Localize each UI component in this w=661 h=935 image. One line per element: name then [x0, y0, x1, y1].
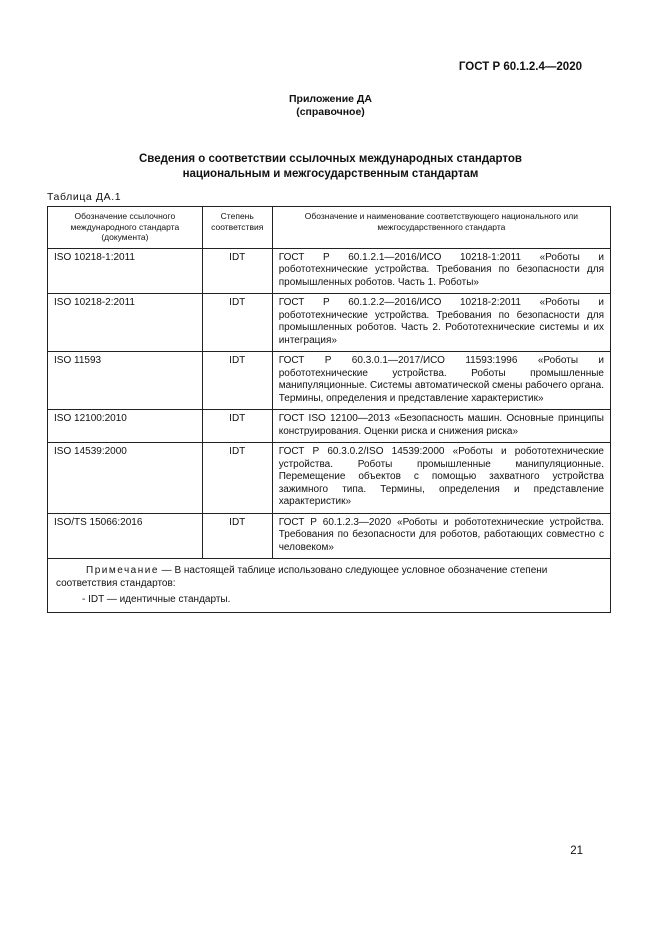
column-header-degree: Степень соответствия [202, 207, 272, 249]
note-body: — В настоящей таблице использовано следующее условное обозначение степени соответствия стандартов: [56, 565, 548, 589]
reference-cell: ISO 12100:2010 [48, 410, 203, 443]
note-label: Примечание [86, 565, 159, 576]
section-title-line2: национальным и межгосударственным стандартам [182, 168, 479, 180]
reference-cell: ISO 10218-2:2011 [48, 294, 203, 352]
document-code: ГОСТ Р 60.1.2.4—2020 [458, 61, 582, 73]
national-standard-cell: ГОСТ Р 60.1.2.2—2016/ИСО 10218-2:2011 «Роботы и робототехнические устройства. Требования по безопасности для промышленных роботов. Часть 2. Робототехнические системы и их интеграция» [272, 294, 610, 352]
degree-cell: IDT [202, 443, 272, 514]
section-title [0, 152, 661, 182]
degree-cell: IDT [202, 248, 272, 294]
reference-cell: ISO/TS 15066:2016 [48, 513, 203, 559]
note-item: - IDT — идентичные стандарты. [82, 594, 231, 605]
table-row [48, 352, 611, 410]
degree-cell: IDT [202, 352, 272, 410]
annex-subtitle: (справочное) [296, 106, 365, 118]
column-header-national: Обозначение и наименование соответствующего национального или межгосударственного стандарта [272, 207, 610, 249]
table-note [48, 559, 611, 613]
table-note-row [48, 559, 611, 613]
national-standard-cell: ГОСТ ISO 12100—2013 «Безопасность машин. Основные принципы конструирования. Оценки риска и снижения риска» [272, 410, 610, 443]
reference-cell: ISO 10218-1:2011 [48, 248, 203, 294]
degree-cell: IDT [202, 513, 272, 559]
section-title-line1: Сведения о соответствии ссылочных международных стандартов [138, 153, 522, 165]
table-caption: Таблица ДА.1 [47, 191, 122, 203]
annex-heading [0, 93, 661, 119]
note-text [56, 564, 604, 590]
column-header-reference: Обозначение ссылочного международного стандарта (документа) [48, 207, 203, 249]
national-standard-cell: ГОСТ Р 60.1.2.3—2020 «Роботы и робототехнические устройства. Требования по безопасности для роботов, работающих совместно с человеком» [272, 513, 610, 559]
degree-cell: IDT [202, 294, 272, 352]
table-row [48, 248, 611, 294]
table-header-row [48, 207, 611, 249]
national-standard-cell: ГОСТ Р 60.1.2.1—2016/ИСО 10218-1:2011 «Роботы и робототехнические устройства. Требования по безопасности для промышленных роботов. Часть 1. Роботы» [272, 248, 610, 294]
page-number: 21 [570, 845, 583, 857]
annex-title: Приложение ДА [289, 93, 372, 105]
degree-cell: IDT [202, 410, 272, 443]
table-row [48, 410, 611, 443]
national-standard-cell: ГОСТ Р 60.3.0.1—2017/ИСО 11593:1996 «Роботы и робототехнические устройства. Роботы промышленные манипуляционные. Системы автоматической смены рабочего органа. Термины, определения и представление характеристик» [272, 352, 610, 410]
table-row [48, 443, 611, 514]
table-row [48, 294, 611, 352]
national-standard-cell: ГОСТ Р 60.3.0.2/ISO 14539:2000 «Роботы и робототехнические устройства. Роботы промышленные манипуляционные. Перемещение объектов с помощью захватного устройства зажимного типа. Термины, определения и представление характеристик» [272, 443, 610, 514]
reference-cell: ISO 11593 [48, 352, 203, 410]
correspondence-table [47, 206, 611, 613]
reference-cell: ISO 14539:2000 [48, 443, 203, 514]
table-row [48, 513, 611, 559]
